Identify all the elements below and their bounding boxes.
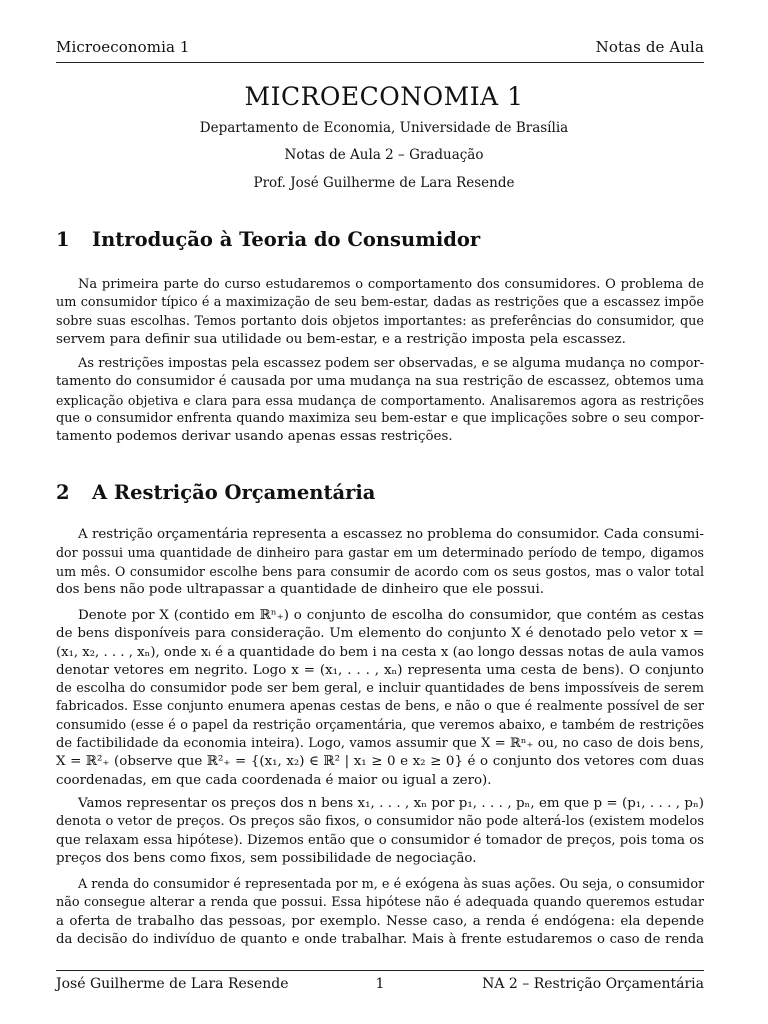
header-right: Notas de Aula — [595, 38, 704, 56]
text-line: que o consumidor enfrenta quando maximiza seu bem-estar e que implicações sobre o seu compor- — [56, 410, 704, 426]
text-line: sobre suas escolhas. Temos portanto dois objetos importantes: as preferências do consumidor, que — [56, 313, 704, 329]
running-footer — [56, 976, 704, 992]
text-line: denotar vetores em negrito. Logo x = (x₁, . . . , xₙ) representa uma cesta de bens). O conjunto — [56, 662, 704, 678]
text-line: de bens disponíveis para consideração. Um elemento do conjunto X é denotado pelo vetor x = — [56, 626, 704, 642]
paragraph — [56, 355, 704, 446]
text-line: explicação objetiva e clara para essa mudança de comportamento. Analisaremos agora as restrições — [56, 392, 704, 408]
footer-rule — [56, 970, 704, 971]
text-line: X = ℝ²₊ (observe que ℝ²₊ = {(x₁, x₂) ∈ ℝ² | x₁ ≥ 0 e x₂ ≥ 0} é o conjunto dos vetores com duas — [56, 754, 704, 770]
text-line: da decisão do indivíduo de quanto e onde trabalhar. Mais à frente estudaremos o caso de renda — [56, 931, 704, 947]
text-line: As restrições impostas pela escassez podem ser observadas, e se alguma mudança no compor- — [78, 356, 704, 371]
text-line: de escolha do consumidor pode ser bem geral, e incluir quantidades de bens impossíveis de serem — [56, 681, 704, 697]
text-line: A renda do consumidor é representada por m, e é exógena às suas ações. Ou seja, o consumidor — [78, 877, 705, 892]
section-heading-1 — [56, 228, 480, 251]
text-line: de factibilidade da economia inteira). Logo, vamos assumir que X = ℝⁿ₊ ou, no caso de dois bens, — [56, 736, 704, 752]
section-number: 2 — [56, 481, 70, 504]
section-heading-2 — [56, 481, 375, 504]
text-line: tamento podemos derivar usando apenas essas restrições. — [56, 429, 453, 445]
paragraph — [56, 607, 704, 790]
text-line: consumido (esse é o papel da restrição orçamentária, que veremos abaixo, e também de restrições — [56, 717, 704, 733]
text-line: fabricados. Esse conjunto enumera apenas cestas de bens, e não o que é realmente possível de ser — [56, 699, 704, 715]
text-line: denota o vetor de preços. Os preços são fixos, o consumidor não pode alterá-los (existem modelos — [56, 814, 704, 830]
paragraph — [56, 276, 704, 349]
footer-author: José Guilherme de Lara Resende — [56, 976, 289, 992]
header-left: Microeconomia 1 — [56, 38, 190, 56]
section-title: A Restrição Orçamentária — [92, 481, 376, 504]
text-line: dor possui uma quantidade de dinheiro para gastar em um determinado período de tempo, digamos — [56, 545, 704, 561]
section-number: 1 — [56, 228, 70, 251]
subtitle-notes: Notas de Aula 2 – Graduação — [284, 147, 484, 163]
text-line: Na primeira parte do curso estudaremos o comportamento dos consumidores. O problema de — [78, 277, 704, 292]
subtitle-department: Departamento de Economia, Universidade de Brasília — [199, 120, 569, 136]
section-title: Introdução à Teoria do Consumidor — [92, 228, 481, 251]
text-line: Vamos representar os preços dos n bens x₁, . . . , xₙ por p₁, . . . , pₙ, em que p = (p₁, . . . , pₙ) — [78, 796, 704, 811]
text-line: a oferta de trabalho das pessoas, por exemplo. Nesse caso, a renda é endógena: ela depende — [56, 913, 704, 929]
text-line: não consegue alterar a renda que possui. Essa hipótese não é adequada quando queremos estudar — [56, 895, 704, 911]
paragraph — [56, 876, 704, 949]
text-line: dos bens não pode ultrapassar a quantidade de dinheiro que ele possui. — [56, 581, 545, 597]
header-rule — [56, 62, 704, 63]
text-line: servem para definir sua utilidade ou bem-estar, e a restrição imposta pela escassez. — [56, 331, 626, 347]
footer-chapter: NA 2 – Restrição Orçamentária — [482, 976, 704, 992]
paragraph — [56, 795, 704, 868]
subtitle-author: Prof. José Guilherme de Lara Resende — [253, 175, 515, 191]
text-line: Denote por X (contido em ℝⁿ₊) o conjunto de escolha do consumidor, que contém as cestas — [78, 608, 704, 623]
paragraph — [56, 526, 704, 599]
text-line: coordenadas, em que cada coordenada é maior ou igual a zero). — [56, 772, 492, 788]
text-line: um consumidor típico é a maximização de seu bem-estar, dadas as restrições que a escassez impõe — [56, 295, 704, 311]
text-line: um mês. O consumidor escolhe bens para consumir de acordo com os seus gostos, mas o valor total — [56, 563, 704, 579]
text-line: preços dos bens como fixos, sem possibilidade de negociação. — [56, 850, 477, 866]
page-number: 1 — [375, 976, 385, 992]
running-header — [56, 38, 704, 56]
text-line: A restrição orçamentária representa a escassez no problema do consumidor. Cada consumi- — [78, 527, 704, 542]
text-line: (x₁, x₂, . . . , xₙ), onde xᵢ é a quantidade do bem i na cesta x (ao longo dessas notas de aula vamos — [56, 644, 704, 660]
document-title: MICROECONOMIA 1 — [244, 82, 524, 111]
text-line: que relaxam essa hipótese). Dizemos então que o consumidor é tomador de preços, pois toma os — [56, 832, 704, 848]
text-line: tamento do consumidor é causada por uma mudança na sua restrição de escassez, obtemos uma — [56, 374, 704, 390]
